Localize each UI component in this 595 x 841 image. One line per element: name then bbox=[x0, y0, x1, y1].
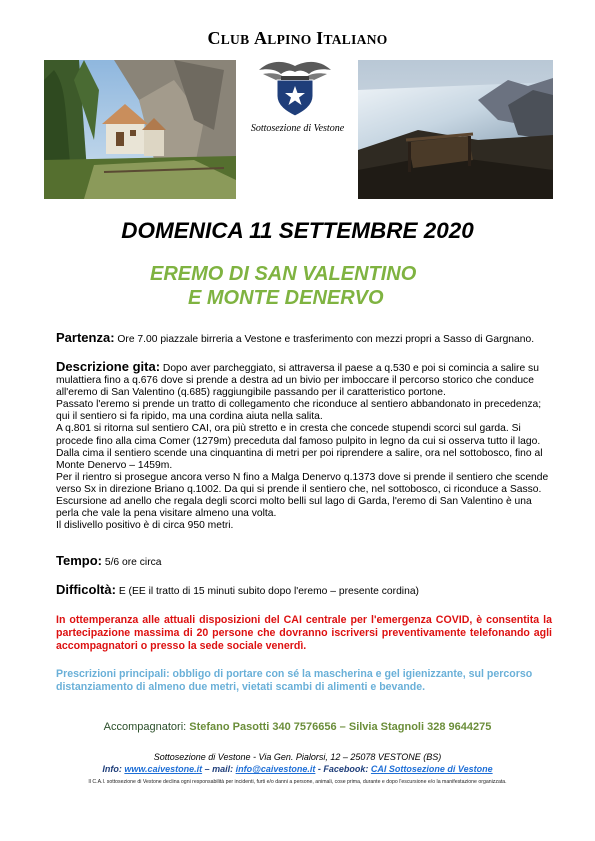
prescriptions-notice: Prescrizioni principali: obbligo di portare con sé la mascherina e gel igienizzante, sul percorso distanziamento di almeno due metri, vietati scambi di alimenti e bevande. bbox=[56, 668, 533, 693]
descrizione-line: Escursione ad anello che regala degli scorci molto belli sul lago di Garda, l'eremo di San Valentino è una perla che vale la pena visitare almeno una volta. bbox=[56, 496, 532, 520]
difficolta-text: E (EE il tratto di 15 minuti subito dopo l'eremo – presente cordina) bbox=[115, 586, 419, 597]
email-link[interactable]: info@caivestone.it bbox=[235, 764, 316, 774]
cai-logo bbox=[255, 52, 335, 118]
descrizione-line: Per il rientro si prosegue ancora verso N fino a Malga Denervo q.1373 dove si prende il sentiero che scende verso Sx in direzione Briano q.1002. Da qui si prende il sentiero che, nel sottobosco, ci riconduce a Sasso. bbox=[56, 471, 549, 495]
guides-names: Stefano Pasotti 340 7576656 – Silvia Stagnoli 328 9644275 bbox=[189, 721, 492, 733]
partenza-text: Ore 7.00 piazzale birreria a Vestone e trasferimento con mezzi propri a Sasso di Gargnano. bbox=[114, 334, 535, 345]
descrizione-line: Dalla cima il sentiero scende una cinquantina di metri per poi riprendere a salire, ora nel sottobosco, fino al Monte Denervo – 1459m. bbox=[56, 447, 543, 471]
partenza-section bbox=[56, 332, 556, 346]
footer-address: Sottosezione di Vestone - Via Gen. Pialorsi, 12 – 25078 VESTONE (BS) bbox=[153, 752, 442, 762]
club-word: CLUB bbox=[207, 28, 250, 48]
club-word: ALPINO bbox=[253, 28, 312, 48]
partenza-label: Partenza: bbox=[56, 330, 115, 345]
event-date: DOMENICA 11 SETTEMBRE 2020 bbox=[121, 218, 474, 243]
descrizione-line: A q.801 si ritorna sul sentiero CAI, ora più stretto e in cresta che concede stupendi scorci sul garda. Si procede fino alla cima Comer (1279m) preceduta dal famoso pulpito in legno da cui si osserva tutto il lago. bbox=[56, 423, 541, 447]
descrizione-first: Descrizione gita: Dopo aver parcheggiato, si attraversa il paese a q.530 e poi si comincia a salire su mulattiera fino a q.676 dove si prende a destra ad un bivio per imboccare il percorso storico che conduce all'eremo di San Valentino (q.685) raggiungibile passando per il caratteristico portone. bbox=[56, 359, 539, 399]
club-name bbox=[0, 28, 595, 49]
covid-notice: In ottemperanza alle attuali disposizioni del CAI centrale per l'emergenza COVID, è consentita la partecipazione massima di 20 persone che dovranno iscriversi preventivamente telefonando agli accompagnatori o presso la sede sociale venerdì. bbox=[56, 614, 552, 652]
descrizione-section bbox=[56, 361, 556, 532]
descrizione-label: Descrizione gita: bbox=[56, 359, 161, 374]
footer-contacts: Info: www.caivestone.it – mail: info@caivestone.it - Facebook: CAI Sottosezione di Vestone bbox=[102, 764, 493, 774]
website-link[interactable]: www.caivestone.it bbox=[124, 764, 203, 774]
tempo-section bbox=[56, 555, 556, 569]
disclaimer: Il C.A.I. sottosezione di Vestone declina ogni responsabilità per incidenti, furti e/o danni a persone, animali, cose prima, durante e dopo l'escursione e/o la manifestazione organizzata. bbox=[88, 779, 507, 785]
footer bbox=[0, 751, 595, 775]
tempo-text: 5/6 ore circa bbox=[101, 557, 162, 568]
difficolta-label: Difficoltà: bbox=[56, 582, 116, 597]
event-title-line2: E MONTE DENERVO bbox=[188, 287, 384, 309]
event-title bbox=[150, 262, 416, 310]
descrizione-line: Il dislivello positivo è di circa 950 metri. bbox=[56, 520, 234, 532]
guides-label: Accompagnatori: bbox=[103, 721, 190, 733]
subsection-name: Sottosezione di Vestone bbox=[250, 123, 345, 134]
info-label: Info: bbox=[102, 764, 125, 774]
event-title-line1: EREMO DI SAN VALENTINO bbox=[150, 263, 417, 285]
tempo-label: Tempo: bbox=[56, 553, 102, 568]
facebook-link[interactable]: CAI Sottosezione di Vestone bbox=[370, 764, 493, 774]
guides-line bbox=[0, 721, 595, 733]
hermitage-photo bbox=[44, 60, 236, 199]
difficolta-section bbox=[56, 584, 556, 598]
descrizione-line: Passato l'eremo si prende un tratto di collegamento che riconduce al sentiero abbandonato in precedenza; qui il sentiero si fa ripido, ma una cordina aiuta nella salita. bbox=[56, 399, 542, 423]
club-word: ITALIANO bbox=[316, 28, 388, 48]
lake-viewpoint-photo bbox=[358, 60, 553, 199]
